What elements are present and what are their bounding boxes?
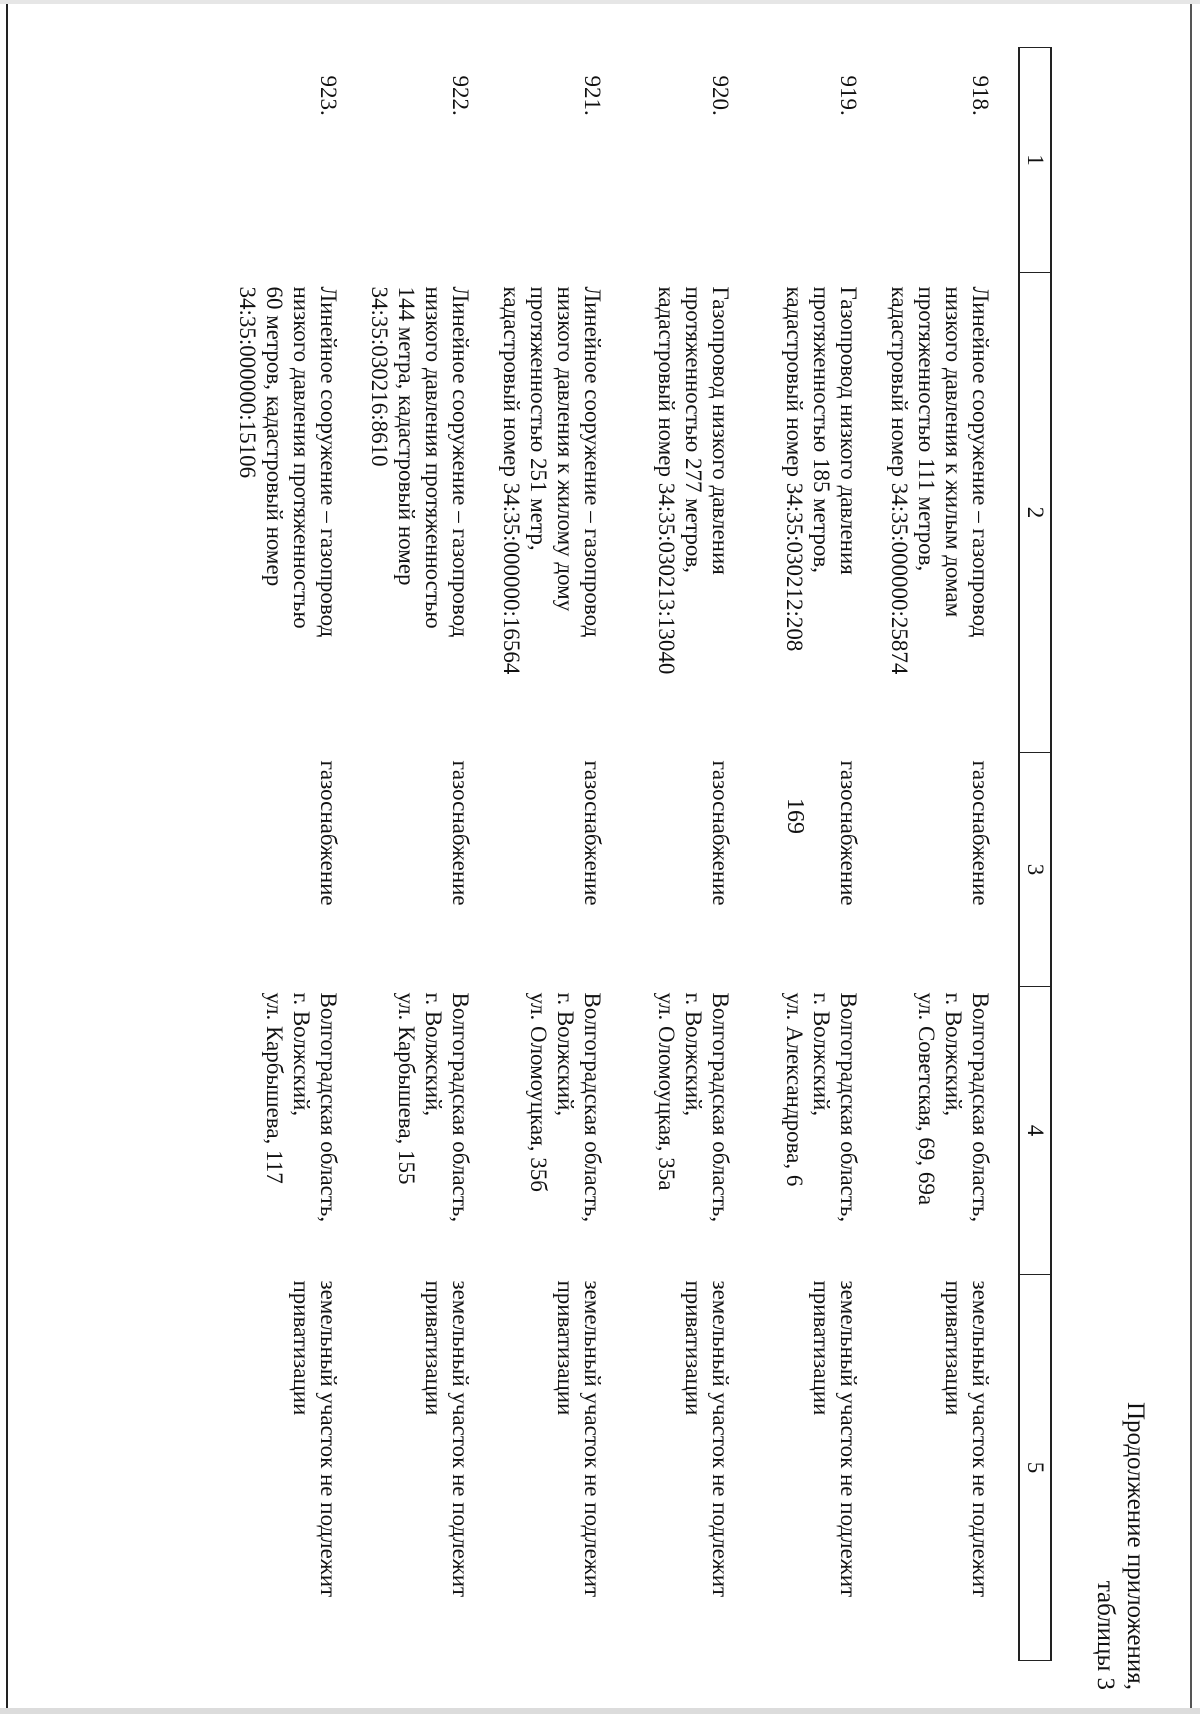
row-number-cell bbox=[498, 48, 630, 273]
continuation-line-1: Продолжение приложения, bbox=[1122, 1401, 1149, 1690]
column-header-1: 1 bbox=[1019, 48, 1051, 273]
table-row bbox=[630, 48, 758, 1661]
row-number-cell bbox=[366, 48, 498, 273]
object-description-line: кадастровый номер 34:35:030212:208 bbox=[782, 286, 807, 652]
land-note-cell bbox=[234, 1275, 366, 1661]
utility-type-cell bbox=[366, 753, 498, 987]
object-description-cell bbox=[758, 273, 886, 753]
page-number: 169 bbox=[782, 798, 808, 834]
table-row bbox=[234, 48, 366, 1661]
address-cell bbox=[758, 987, 886, 1275]
address-line: Волгоградская область, bbox=[836, 992, 861, 1223]
object-description-cell bbox=[366, 273, 498, 753]
object-description-line: Газопровод низкого давления bbox=[836, 286, 861, 575]
land-note-cell bbox=[498, 1275, 630, 1661]
object-description-line: низкого давления протяженностью bbox=[289, 286, 314, 629]
address-cell bbox=[234, 987, 366, 1275]
row-number: 921. bbox=[580, 75, 605, 116]
land-note-line: земельный участок не подлежит bbox=[316, 1280, 341, 1598]
object-description-cell bbox=[498, 273, 630, 753]
land-note-cell bbox=[758, 1275, 886, 1661]
register-table bbox=[234, 47, 1052, 1661]
row-number: 922. bbox=[448, 75, 473, 116]
row-number-cell bbox=[234, 48, 366, 273]
utility-type: газоснабжение bbox=[968, 760, 993, 906]
object-description-line: 34:35:000000:15106 bbox=[235, 286, 260, 479]
land-note-line: земельный участок не подлежит bbox=[580, 1280, 605, 1598]
table-row bbox=[366, 48, 498, 1661]
land-note-line: приватизации bbox=[421, 1280, 446, 1416]
column-header-2: 2 bbox=[1019, 273, 1051, 753]
row-number: 923. bbox=[316, 75, 341, 116]
address-cell bbox=[498, 987, 630, 1275]
land-note-cell bbox=[886, 1275, 1019, 1661]
address-cell bbox=[630, 987, 758, 1275]
address-line: г. Волжский, bbox=[681, 992, 706, 1117]
land-note-cell bbox=[630, 1275, 758, 1661]
table-row bbox=[758, 48, 886, 1661]
object-description-line: протяженностью 185 метров, bbox=[809, 286, 834, 573]
address-line: Волгоградская область, bbox=[580, 992, 605, 1223]
address-line: ул. Александрова, 6 bbox=[782, 992, 807, 1187]
object-description-line: Линейное сооружение – газопровод bbox=[968, 286, 993, 638]
continuation-line-2: таблицы 3 bbox=[1092, 1580, 1119, 1690]
object-description-line: протяженностью 251 метр, bbox=[526, 286, 551, 551]
object-description-line: 60 метров, кадастровый номер bbox=[262, 286, 287, 587]
address-line: г. Волжский, bbox=[421, 992, 446, 1117]
table-row bbox=[886, 48, 1019, 1661]
land-note-line: приватизации bbox=[809, 1280, 834, 1416]
object-description-line: Линейное сооружение – газопровод bbox=[316, 286, 341, 638]
object-description-line: низкого давления к жилым домам bbox=[941, 286, 966, 618]
column-header-3: 3 bbox=[1019, 753, 1051, 987]
address-line: г. Волжский, bbox=[941, 992, 966, 1117]
row-number: 919. bbox=[836, 75, 861, 116]
address-line: ул. Советская, 69, 69а bbox=[914, 992, 939, 1206]
land-note-cell bbox=[366, 1275, 498, 1661]
utility-type: газоснабжение bbox=[580, 760, 605, 906]
object-description-line: Линейное сооружение – газопровод bbox=[448, 286, 473, 638]
address-line: Волгоградская область, bbox=[708, 992, 733, 1223]
address-line: ул. Оломоуцкая, 35а bbox=[654, 992, 679, 1191]
utility-type-cell bbox=[758, 753, 886, 987]
address-line: ул. Карбышева, 155 bbox=[394, 992, 419, 1185]
table-row bbox=[498, 48, 630, 1661]
land-note-line: приватизации bbox=[553, 1280, 578, 1416]
land-note-line: приватизации bbox=[289, 1280, 314, 1416]
object-description-cell bbox=[886, 273, 1019, 753]
address-cell bbox=[366, 987, 498, 1275]
land-note-line: земельный участок не подлежит bbox=[708, 1280, 733, 1598]
object-description-cell bbox=[234, 273, 366, 753]
object-description-line: низкого давления к жилому дому bbox=[553, 286, 578, 612]
land-note-line: земельный участок не подлежит bbox=[968, 1280, 993, 1598]
row-number-cell bbox=[886, 48, 1019, 273]
land-note-line: земельный участок не подлежит bbox=[448, 1280, 473, 1598]
object-description-line: низкого давления протяженностью bbox=[421, 286, 446, 629]
object-description-line: 144 метра, кадастровый номер bbox=[394, 286, 419, 586]
column-header-5: 5 bbox=[1019, 1275, 1051, 1661]
address-line: Волгоградская область, bbox=[448, 992, 473, 1223]
address-line: г. Волжский, bbox=[289, 992, 314, 1117]
address-cell bbox=[886, 987, 1019, 1275]
land-note-line: земельный участок не подлежит bbox=[836, 1280, 861, 1598]
utility-type-cell bbox=[630, 753, 758, 987]
object-description-line: Линейное сооружение – газопровод bbox=[580, 286, 605, 638]
object-description-line: кадастровый номер 34:35:000000:25874 bbox=[887, 286, 912, 675]
address-line: г. Волжский, bbox=[809, 992, 834, 1117]
land-note-line: приватизации bbox=[681, 1280, 706, 1416]
land-note-line: приватизации bbox=[941, 1280, 966, 1416]
address-line: Волгоградская область, bbox=[316, 992, 341, 1223]
utility-type-cell bbox=[498, 753, 630, 987]
continuation-note bbox=[1090, 1270, 1150, 1690]
object-description-line: протяженностью 111 метров, bbox=[914, 286, 939, 572]
row-number-cell bbox=[758, 48, 886, 273]
utility-type-cell bbox=[234, 753, 366, 987]
object-description-line: Газопровод низкого давления bbox=[708, 286, 733, 575]
column-header-4: 4 bbox=[1019, 987, 1051, 1275]
utility-type: газоснабжение bbox=[708, 760, 733, 906]
object-description-line: кадастровый номер 34:35:030213:13040 bbox=[654, 286, 679, 675]
row-number: 918. bbox=[968, 75, 993, 116]
utility-type: газоснабжение bbox=[836, 760, 861, 906]
object-description-line: протяженностью 277 метров, bbox=[681, 286, 706, 573]
utility-type-cell bbox=[886, 753, 1019, 987]
object-description-line: кадастровый номер 34:35:000000:16564 bbox=[499, 286, 524, 675]
address-line: Волгоградская область, bbox=[968, 992, 993, 1223]
utility-type: газоснабжение bbox=[316, 760, 341, 906]
row-number: 920. bbox=[708, 75, 733, 116]
object-description-line: 34:35:030216:8610 bbox=[367, 286, 392, 467]
address-line: ул. Оломоуцкая, 35б bbox=[526, 992, 551, 1192]
utility-type: газоснабжение bbox=[448, 760, 473, 906]
address-line: ул. Карбышева, 117 bbox=[262, 992, 287, 1184]
address-line: г. Волжский, bbox=[553, 992, 578, 1117]
column-number-row bbox=[1019, 48, 1051, 1661]
row-number-cell bbox=[630, 48, 758, 273]
object-description-cell bbox=[630, 273, 758, 753]
